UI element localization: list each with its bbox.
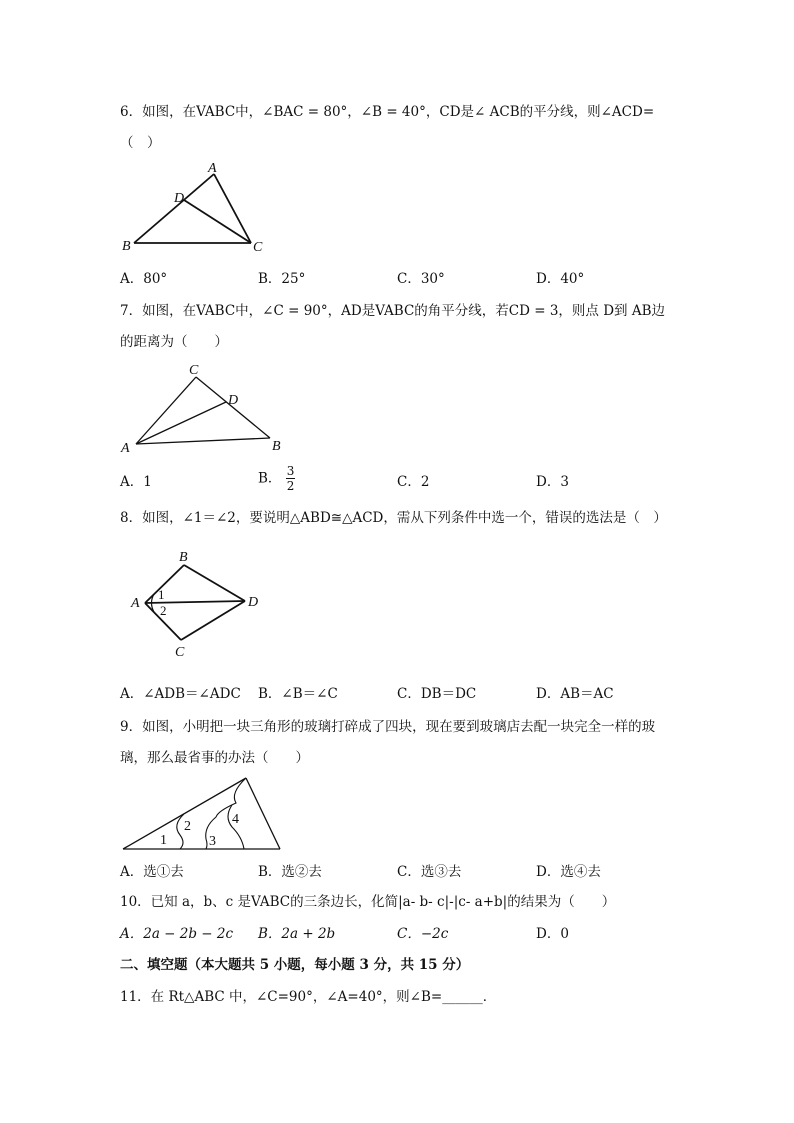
- q9-broken-glass-figure: [120, 775, 290, 855]
- q8-option-c[interactable]: C．DB＝DC: [397, 686, 477, 702]
- q7-stem-line1: 7．如图，在VABC中，∠C = 90°，AD是VABC的角平分线，若CD = 3，则点 D到 AB边: [120, 303, 666, 319]
- q6-label-d: D: [174, 191, 185, 206]
- q7-stem-line2: 的距离为（ ）: [120, 334, 228, 350]
- q7-option-b-prefix: B．: [258, 470, 282, 487]
- q9-stem-line2: 璃，那么最省事的办法（ ）: [120, 750, 309, 766]
- q8-kite-figure: [128, 548, 278, 658]
- q6-stem-line1: 6．如图，在VABC中，∠BAC = 80°，∠B = 40°，CD是∠ ACB的平分线，则∠ACD=: [120, 104, 655, 120]
- q10-option-a[interactable]: A．2a − 2b − 2c: [120, 926, 234, 942]
- q8-label-c: C: [175, 645, 185, 660]
- q7-option-b-denominator: 2: [286, 479, 295, 493]
- q8-option-d[interactable]: D．AB＝AC: [536, 686, 614, 702]
- q9-label-piece-3: 3: [209, 834, 216, 849]
- q6-option-b[interactable]: B．25°: [258, 271, 306, 287]
- q10-option-d[interactable]: D．0: [536, 926, 569, 942]
- q9-option-d[interactable]: D．选④去: [536, 864, 601, 880]
- section-2-heading: 二、填空题（本大题共 5 小题，每小题 3 分，共 15 分）: [120, 957, 470, 973]
- q8-label-a: A: [131, 596, 140, 611]
- q10-stem-line1: 10．已知 a，b、c 是VABC的三条边长，化简|a- b- c|-|c- a+b|的结果为（ ）: [120, 894, 616, 910]
- q7-option-b-fraction: [286, 464, 296, 493]
- q7-option-a[interactable]: A．1: [120, 474, 152, 490]
- q9-label-piece-1: 1: [160, 833, 167, 848]
- q9-option-a[interactable]: A．选①去: [120, 864, 184, 880]
- q7-option-b-numerator: 3: [286, 464, 295, 478]
- q8-stem-line1: 8．如图，∠1＝∠2，要说明△ABD≅△ACD，需从下列条件中选一个，错误的选法是（ ）: [120, 510, 667, 526]
- q6-label-c: C: [253, 240, 263, 255]
- q9-stem-line1: 9．如图，小明把一块三角形的玻璃打碎成了四块，现在要到玻璃店去配一块完全一样的玻: [120, 719, 656, 735]
- q8-label-angle-2: 2: [160, 603, 167, 618]
- q6-option-a[interactable]: A．80°: [120, 271, 168, 287]
- q7-option-d[interactable]: D．3: [536, 474, 569, 490]
- q6-stem-line2: （ ）: [120, 135, 161, 151]
- q9-label-piece-2: 2: [184, 819, 191, 834]
- q7-label-a: A: [121, 441, 130, 456]
- q8-option-b[interactable]: B．∠B＝∠C: [258, 686, 338, 702]
- q6-option-d[interactable]: D．40°: [536, 271, 585, 287]
- q7-option-b[interactable]: [258, 464, 295, 493]
- q6-option-c[interactable]: C．30°: [397, 271, 445, 287]
- q9-label-piece-4: 4: [232, 812, 239, 827]
- q7-label-b: B: [272, 439, 281, 454]
- q6-triangle-figure: [118, 158, 278, 258]
- q7-option-c[interactable]: C．2: [397, 474, 430, 490]
- q10-option-c[interactable]: C．−2c: [397, 926, 449, 942]
- q8-label-b: B: [179, 550, 188, 565]
- q8-label-angle-1: 1: [158, 587, 165, 602]
- q8-option-a[interactable]: A．∠ADB＝∠ADC: [120, 686, 241, 702]
- q6-label-b: B: [122, 239, 131, 254]
- q8-label-d: D: [248, 595, 259, 610]
- q10-option-b[interactable]: B．2a + 2b: [258, 926, 336, 942]
- q7-label-d: D: [228, 393, 239, 408]
- q9-option-b[interactable]: B．选②去: [258, 864, 322, 880]
- q6-label-a: A: [208, 161, 217, 176]
- q7-triangle-figure: [118, 360, 298, 460]
- q9-option-c[interactable]: C．选③去: [397, 864, 462, 880]
- q7-label-c: C: [189, 363, 199, 378]
- q11-stem-line1: 11．在 Rt△ABC 中，∠C=90°，∠A=40°，则∠B=______．: [120, 989, 497, 1005]
